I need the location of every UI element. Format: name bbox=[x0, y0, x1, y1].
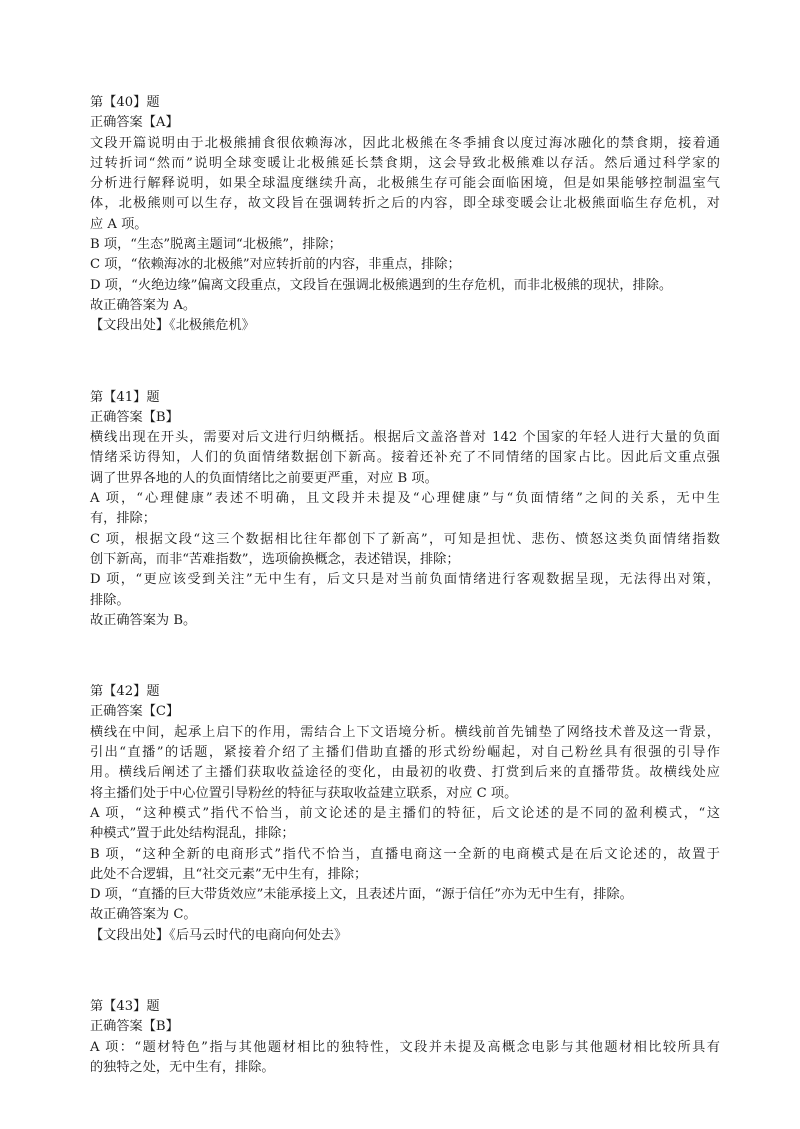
option-analysis-a: A 项：“题材特色”指与其他题材相比的独特性，文段并未提及高概念电影与其他题材相比较所具有 bbox=[90, 1039, 720, 1055]
correct-answer: 正确答案【B】 bbox=[90, 409, 179, 425]
final-answer: 故正确答案为 B。 bbox=[90, 612, 197, 628]
question-heading: 第【40】题 bbox=[90, 95, 160, 110]
explanation-line: 横线在中间，起承上启下的作用，需结合上下文语境分析。横线前首先铺垫了网络技术普及这一背景， bbox=[90, 724, 720, 740]
source-citation: 【文段出处】《后马云时代的电商向何处去》 bbox=[90, 927, 348, 943]
option-analysis-c: C 项，根据文段“这三个数据相比往年都创下了新高”，可知是担忧、悲伤、愤怒这类负面情绪指数 bbox=[90, 531, 720, 547]
option-analysis-c: C 项，“依赖海冰的北极熊”对应转折前的内容，非重点，排除； bbox=[90, 257, 461, 273]
explanation-line: 应 A 项。 bbox=[90, 216, 148, 232]
question-heading: 第【43】题 bbox=[90, 998, 160, 1014]
explanation-line: 体，北极熊则可以生存，故文段旨在强调转折之后的内容，即全球变暖会让北极熊面临生存危机，对 bbox=[90, 196, 720, 212]
option-analysis-b: 此处不合逻辑，且“社交元素”无中生有，排除； bbox=[90, 866, 368, 882]
explanation-line: 用。横线后阐述了主播们获取收益途径的变化，由最初的收费、打赏到后来的直播带货。故横线处应 bbox=[90, 765, 720, 781]
option-analysis-a: 种模式”置于此处结构混乱，排除； bbox=[90, 826, 295, 842]
explanation-line: 引出“直播”的话题，紧接着介绍了主播们借助直播的形式纷纷崛起，对自己粉丝具有很强的引导作 bbox=[90, 745, 720, 761]
question-41 bbox=[90, 388, 720, 632]
correct-answer: 正确答案【A】 bbox=[90, 115, 179, 131]
question-40 bbox=[90, 93, 720, 337]
option-analysis-a: 有，排除； bbox=[90, 511, 156, 527]
document-page bbox=[90, 93, 720, 1129]
question-heading: 第【42】题 bbox=[90, 684, 160, 700]
option-analysis-d: D 项，“更应该受到关注”无中生有，后文只是对当前负面情绪进行客观数据呈现，无法得出对策， bbox=[90, 572, 720, 588]
source-citation: 【文段出处】《北极熊危机》 bbox=[90, 318, 255, 334]
final-answer: 故正确答案为 C。 bbox=[90, 907, 197, 923]
correct-answer: 正确答案【B】 bbox=[90, 1019, 179, 1035]
explanation-line: 过转折词“然而”说明全球变暖让北极熊延长禁食期，这会导致北极熊难以存活。然后通过科学家的 bbox=[90, 155, 720, 171]
explanation-line: 分析进行解释说明，如果全球温度继续升高，北极熊生存可能会面临困境，但是如果能够控制温室气 bbox=[90, 176, 720, 192]
option-analysis-a: A 项，“这种模式”指代不恰当，前文论述的是主播们的特征，后文论述的是不同的盈利模式，“这 bbox=[90, 805, 720, 821]
option-analysis-a: 的独特之处，无中生有，排除。 bbox=[90, 1059, 275, 1075]
explanation-line: 文段开篇说明由于北极熊捕食很依赖海冰，因此北极熊在冬季捕食以度过海冰融化的禁食期，接着通 bbox=[90, 135, 720, 151]
explanation-line: 情绪采访得知，人们的负面情绪数据创下新高。接着还补充了不同情绪的国家占比。因此后文重点强 bbox=[90, 450, 720, 466]
option-analysis-d: D 项，“火绝边缘”偏离文段重点，文段旨在强调北极熊遇到的生存危机，而非北极熊的现状，排除。 bbox=[90, 277, 673, 293]
question-42 bbox=[90, 682, 720, 946]
option-analysis-d: 排除。 bbox=[90, 592, 130, 608]
option-analysis-b: B 项，“这种全新的电商形式”指代不恰当，直播电商这一全新的电商模式是在后文论述的，故置于 bbox=[90, 846, 720, 862]
question-heading: 第【41】题 bbox=[90, 389, 160, 405]
final-answer: 故正确答案为 A。 bbox=[90, 297, 197, 313]
explanation-line: 调了世界各地的人的负面情绪比之前要更严重，对应 B 项。 bbox=[90, 470, 438, 486]
question-43 bbox=[90, 997, 720, 1078]
explanation-line: 将主播们处于中心位置引导粉丝的特征与获取收益建立联系，对应 C 项。 bbox=[90, 785, 518, 801]
option-analysis-c: 创下新高，而非“苦难指数”，选项偷换概念，表述错误，排除； bbox=[90, 551, 460, 567]
option-analysis-b: B 项，“生态”脱离主题词“北极熊”，排除； bbox=[90, 237, 342, 253]
option-analysis-d: D 项，“直播的巨大带货效应”未能承接上文，且表述片面，“源于信任”亦为无中生有，排除。 bbox=[90, 887, 633, 903]
explanation-line: 横线出现在开头，需要对后文进行归纳概括。根据后文盖洛普对 142 个国家的年轻人进行大量的负面 bbox=[90, 430, 720, 446]
correct-answer: 正确答案【C】 bbox=[90, 704, 180, 720]
option-analysis-a: A 项，“心理健康”表述不明确，且文段并未提及“心理健康”与“负面情绪”之间的关系，无中生 bbox=[90, 491, 720, 507]
